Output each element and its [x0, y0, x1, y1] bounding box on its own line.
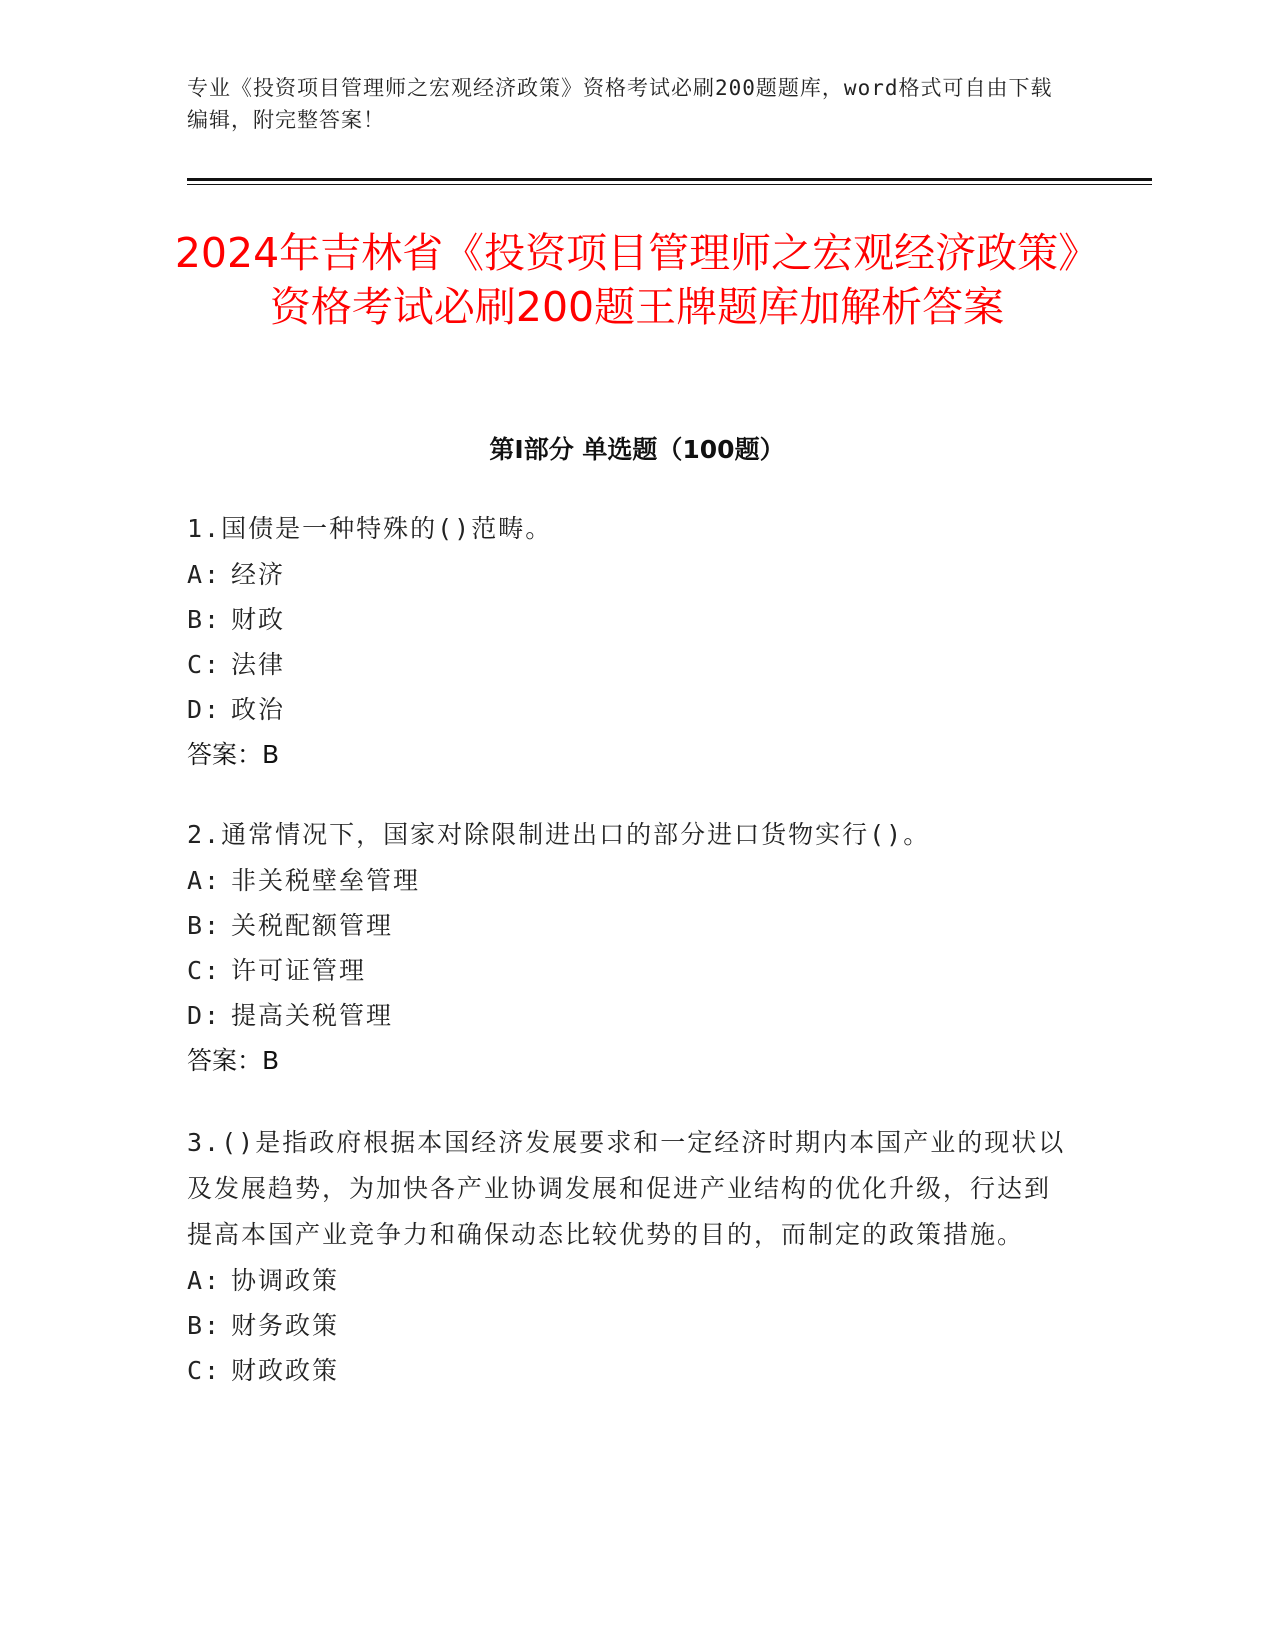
option-letter: B:	[187, 605, 222, 634]
option-c	[187, 948, 1067, 993]
header-note: 专业《投资项目管理师之宏观经济政策》资格考试必刷200题题库，word格式可自由下载编辑，附完整答案！	[187, 76, 1053, 132]
option-d	[187, 993, 1067, 1038]
option-b	[187, 597, 1067, 642]
question-1	[187, 506, 1067, 778]
option-letter: C:	[187, 1356, 222, 1385]
option-letter: C:	[187, 956, 222, 985]
option-letter: D:	[187, 1001, 222, 1030]
option-letter: C:	[187, 650, 222, 679]
answer-line: 答案：B	[187, 740, 280, 769]
option-text: 非关税壁垒管理	[231, 866, 421, 895]
question-stem: 1.国债是一种特殊的()范畴。	[187, 514, 553, 543]
option-text: 法律	[231, 650, 286, 679]
option-b	[187, 903, 1067, 948]
question-2	[187, 812, 1067, 1084]
option-letter: A:	[187, 560, 222, 589]
option-d	[187, 687, 1067, 732]
header-divider-thick	[187, 178, 1152, 181]
answer-line: 答案：B	[187, 1046, 280, 1075]
option-a	[187, 858, 1067, 903]
option-text: 财政政策	[231, 1356, 340, 1385]
option-text: 财政	[231, 605, 286, 634]
option-c	[187, 1348, 1067, 1393]
question-stem: 3.()是指政府根据本国经济发展要求和一定经济时期内本国产业的现状以及发展趋势，为加快各产业协调发展和促进产业结构的优化升级，行达到提高本国产业竞争力和确保动态比较优势的目的，而制定的政策措施。	[187, 1128, 1066, 1249]
option-b	[187, 1303, 1067, 1348]
option-c	[187, 642, 1067, 687]
question-stem: 2.通常情况下，国家对除限制进出口的部分进口货物实行()。	[187, 820, 931, 849]
document-title: 2024年吉林省《投资项目管理师之宏观经济政策》资格考试必刷200题王牌题库加解析答案	[174, 229, 1100, 331]
option-text: 关税配额管理	[231, 911, 394, 940]
option-text: 政治	[231, 695, 286, 724]
option-text: 提高关税管理	[231, 1001, 394, 1030]
option-letter: A:	[187, 866, 222, 895]
option-text: 许可证管理	[231, 956, 367, 985]
option-a	[187, 552, 1067, 597]
option-letter: B:	[187, 911, 222, 940]
option-letter: D:	[187, 695, 222, 724]
section-heading: 第I部分 单选题（100题）	[489, 435, 785, 464]
option-letter: B:	[187, 1311, 222, 1340]
option-text: 协调政策	[231, 1266, 340, 1295]
question-3	[187, 1120, 1067, 1393]
option-text: 经济	[231, 560, 286, 589]
option-letter: A:	[187, 1266, 222, 1295]
header-divider-thin	[187, 184, 1152, 185]
option-text: 财务政策	[231, 1311, 340, 1340]
option-a	[187, 1258, 1067, 1303]
